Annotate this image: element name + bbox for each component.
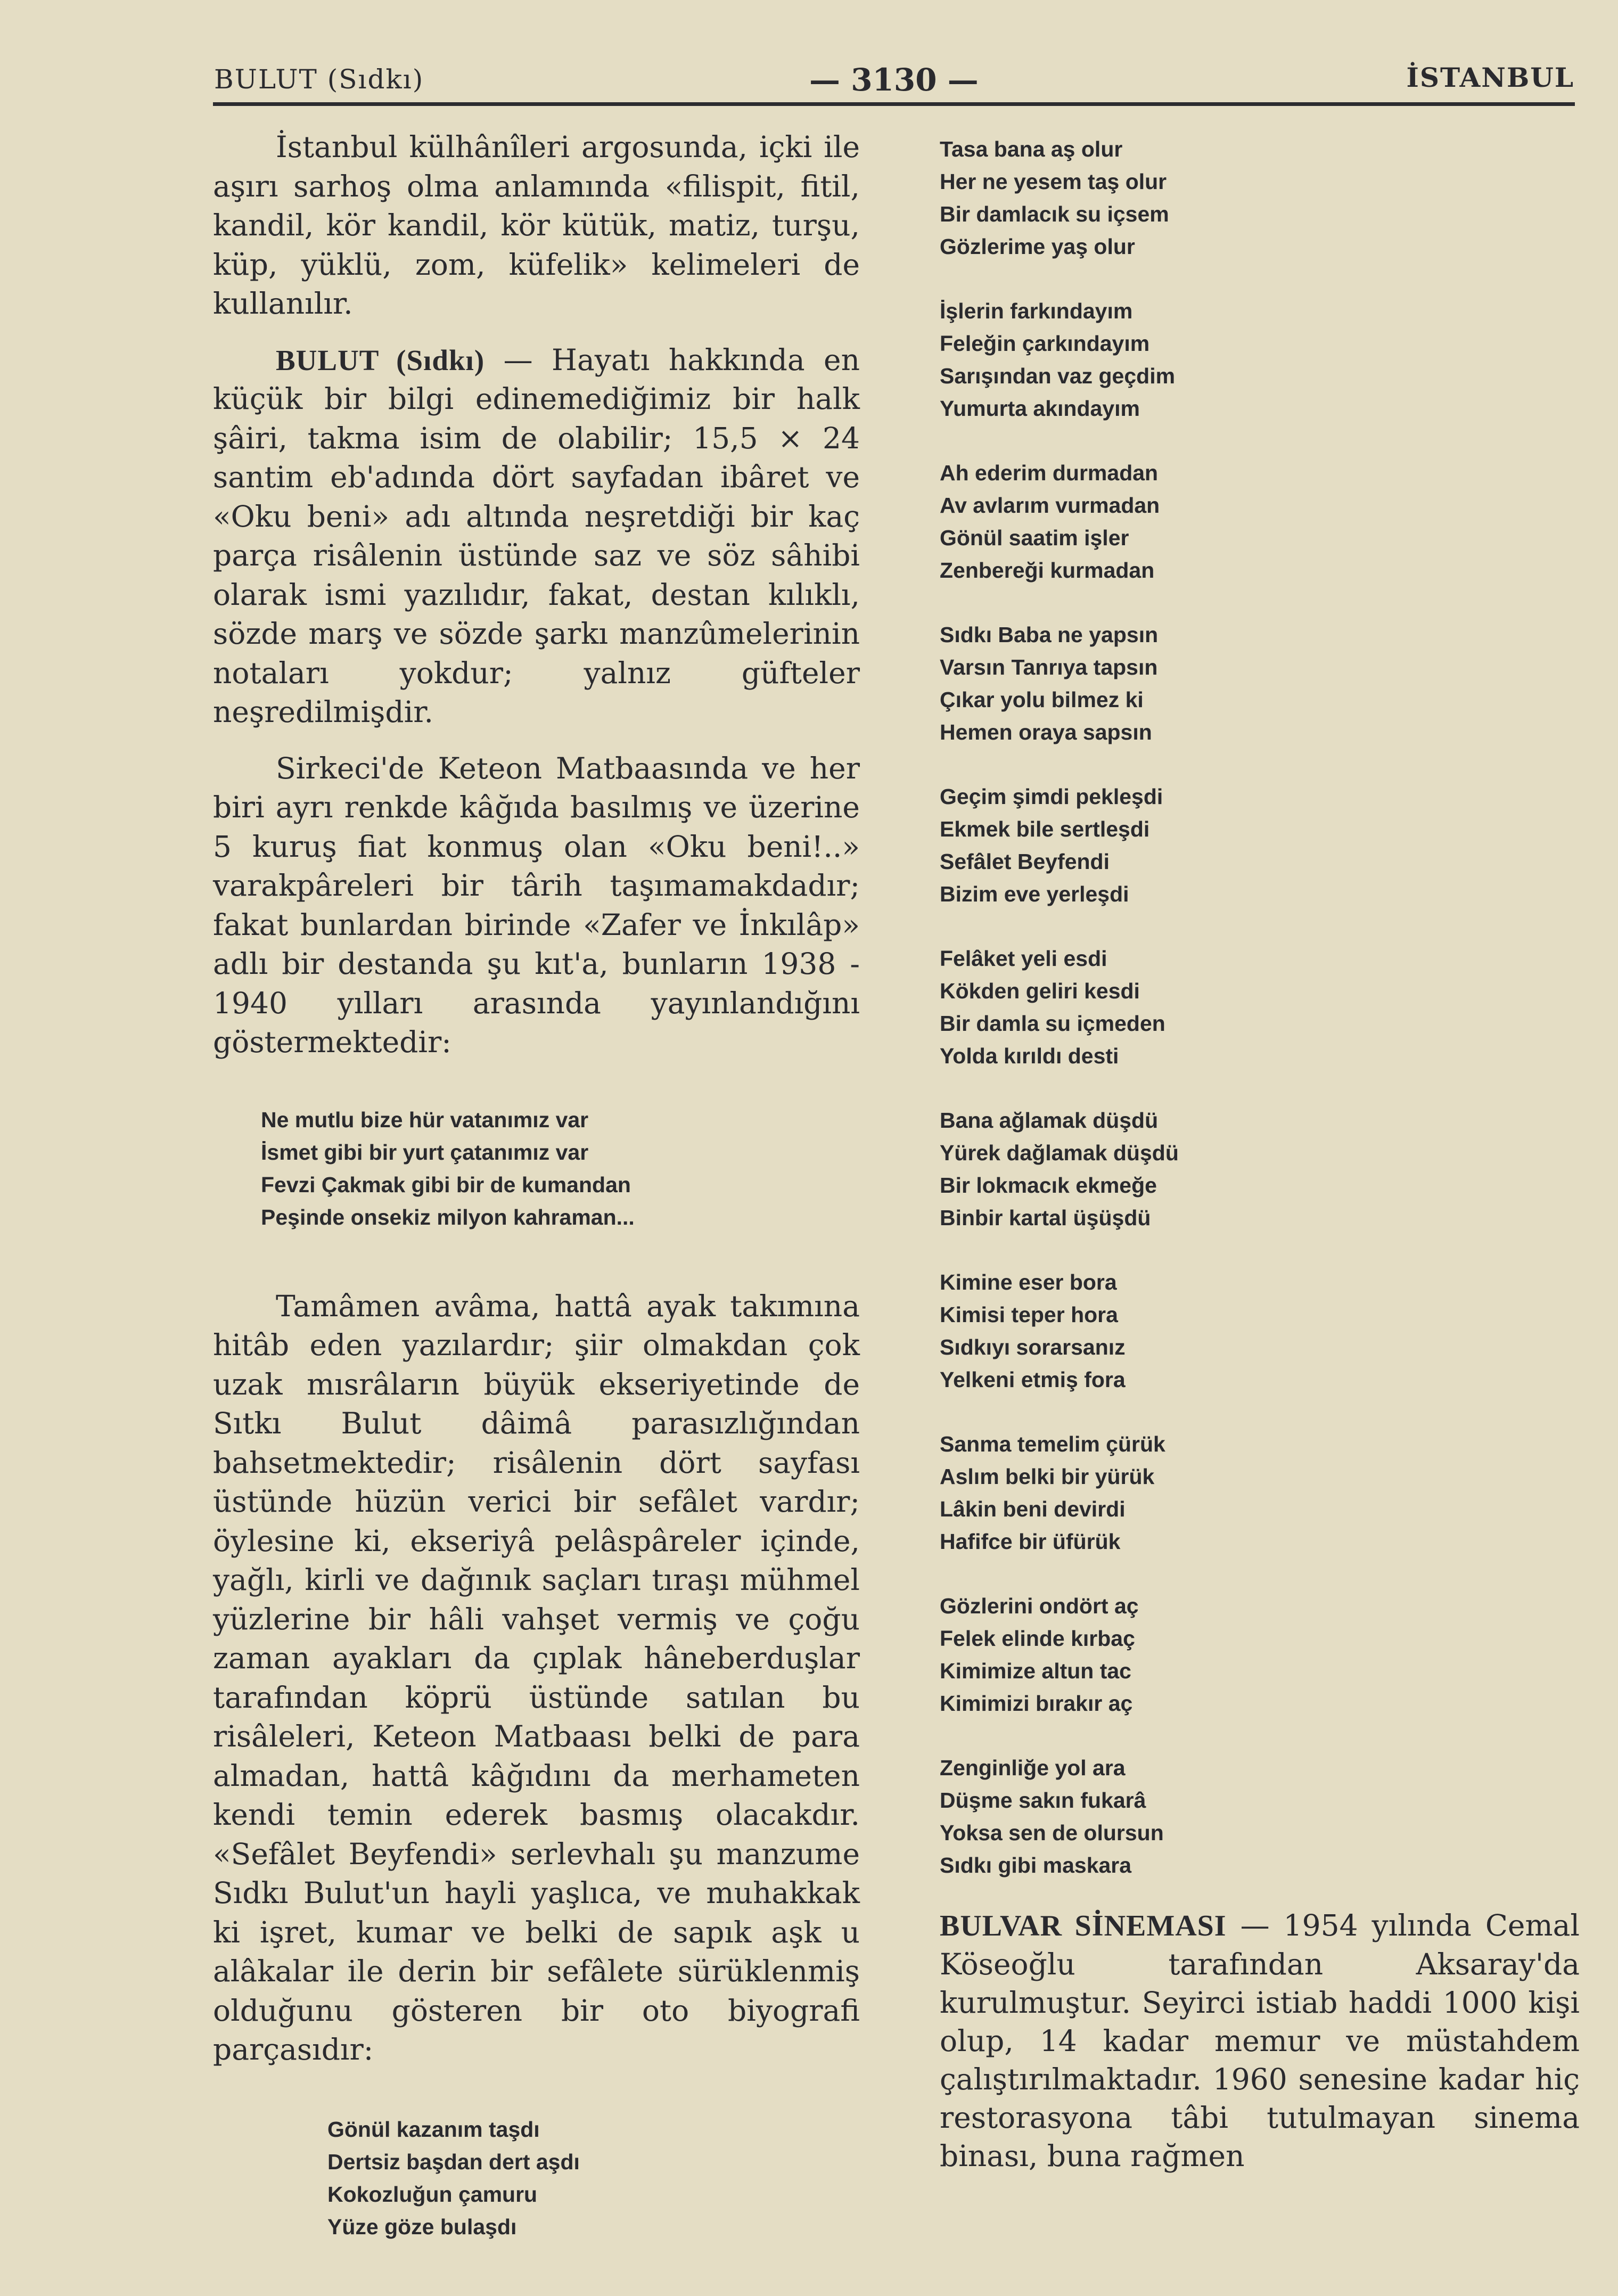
verse-line: Zenbereği kurmadan — [940, 558, 1155, 583]
verse-line: Ah ederim durmadan — [940, 461, 1159, 485]
page-header — [0, 59, 1618, 106]
verse-line: Düşme sakın fukarâ — [940, 1788, 1146, 1813]
verse-line: Her ne yesem taş olur — [940, 169, 1167, 194]
running-head-right: İSTANBUL — [1406, 62, 1574, 93]
verse-line: İşlerin farkındayım — [940, 299, 1133, 323]
verse-line: Hemen oraya sapsın — [940, 720, 1152, 744]
verse-line: Sanma temelim çürük — [940, 1432, 1165, 1456]
entry-heading-bulut-sidki: BULUT (Sıdkı) — [276, 343, 485, 376]
stanza — [940, 1266, 1584, 1396]
verse-line: Sefâlet Beyfendi — [940, 849, 1110, 874]
stanza — [940, 457, 1584, 587]
stanza — [940, 1590, 1584, 1720]
right-column-verses — [940, 133, 1584, 1882]
verse-line: Feleğin çarkındayım — [940, 331, 1150, 356]
verse-sefalet-beyfendi-opening — [327, 2113, 860, 2243]
header-rule — [213, 102, 1575, 106]
verse-line: Peşinde onsekiz milyon kahraman... — [261, 1204, 635, 1229]
entry-body-bulvar-sinemasi: — 1954 yılında Cemal Köseoğlu tarafından Aksaray'da kurulmuştur. Seyirci istiab haddi 1000 kişi olup, 14 kadar memur ve müstahdem çalıştırılmaktadır. 1960 senesine kadar hiç restorasyona tâbi tutulmayan sinema binası, buna rağmen — [940, 1908, 1580, 2173]
verse-line: Ne mutlu bize hür vatanımız var — [261, 1107, 589, 1132]
verse-line: Kimine eser bora — [940, 1270, 1117, 1294]
verse-line: Sarışından vaz geçdim — [940, 364, 1176, 388]
stanza — [940, 133, 1584, 263]
stanza — [940, 942, 1584, 1072]
verse-line: Tasa bana aş olur — [940, 137, 1123, 161]
verse-line: Ekmek bile sertleşdi — [940, 817, 1150, 841]
verse-line: Kokozluğun çamuru — [327, 2182, 538, 2207]
verse-line: Dertsiz başdan dert aşdı — [327, 2149, 580, 2174]
verse-line: Gönül kazanım taşdı — [327, 2117, 540, 2142]
stanza — [940, 295, 1584, 425]
verse-line: Fevzi Çakmak gibi bir de kumandan — [261, 1172, 631, 1197]
entry-bulvar-sinemasi — [940, 1906, 1580, 2175]
verse-line: Yumurta akındayım — [940, 396, 1140, 421]
stanza — [940, 1104, 1584, 1234]
entry-body-bulut-sidki: — Hayatı hakkında en küçük bir bilgi edinemediğimiz bir halk şâiri, takma isim de olabilir; 15,5 × 24 santim eb'adında dört sayfadan ibâret ve «Oku beni» adı altında neşretdiği bir kaç parça risâlenin üstünde saz ve söz sâhibi olarak ismi yazılıdır, fakat, destan kılıklı, sözde marş ve sözde şarkı manzûmelerinin notaları yokdur; yalnız güfteler neşredilmişdir. — [213, 342, 860, 729]
verse-line: Bana ağlamak düşdü — [940, 1108, 1159, 1133]
stanza — [940, 1752, 1584, 1882]
verse-line: Felâket yeli esdi — [940, 946, 1107, 971]
verse-line: Gözlerime yaş olur — [940, 234, 1135, 259]
verse-line: Yürek dağlamak düşdü — [940, 1141, 1179, 1165]
verse-line: İsmet gibi bir yurt çatanımız var — [261, 1139, 589, 1165]
verse-line: Yolda kırıldı desti — [940, 1044, 1119, 1068]
verse-line: Gönül saatim işler — [940, 526, 1129, 550]
running-head-left: BULUT (Sıdkı) — [214, 64, 424, 95]
left-column — [213, 128, 860, 2243]
verse-line: Yelkeni etmiş fora — [940, 1367, 1126, 1392]
verse-zafer-ve-inkilap — [261, 1104, 860, 1234]
verse-line: Felek elinde kırbaç — [940, 1626, 1135, 1651]
verse-line: Av avlarım vurmadan — [940, 493, 1160, 518]
paragraph-sirkeci: Sirkeci'de Keteon Matbaasında ve her biri ayrı renkde kâğıda basılmış ve üzerine 5 kuruş fiat konmuş olan «Oku beni!..» varakpâreleri bir târih taşımamakdadır; fakat bunlardan birinde «Zafer ve İnkılâp» adlı bir destanda şu kıt'a, bunların 1938 - 1940 yılları arasında yayınlandığını göstermektedir: — [213, 751, 860, 1059]
stanza — [940, 781, 1584, 911]
verse-line: Sıdkı gibi maskara — [940, 1853, 1132, 1877]
verse-line: Zenginliğe yol ara — [940, 1756, 1126, 1780]
verse-line: Binbir kartal üşüşdü — [940, 1206, 1151, 1230]
verse-line: Sıdkıyı sorarsanız — [940, 1335, 1126, 1359]
verse-line: Aslım belki bir yürük — [940, 1464, 1155, 1489]
verse-line: Sıdkı Baba ne yapsın — [940, 622, 1159, 647]
verse-line: Hafifce bir üfürük — [940, 1529, 1121, 1554]
verse-line: Yüze göze bulaşdı — [327, 2214, 517, 2239]
verse-line: Bir damlacık su içsem — [940, 202, 1169, 226]
paragraph-argot: İstanbul külhânîleri argosunda, içki ile aşırı sarhoş olma anlamında «filispit, fitil, kandil, kör kandil, kör kütük, matiz, turşu, küp, yüklü, zom, küfelik» kelimeleri de kullanılır. — [213, 130, 860, 321]
verse-line: Kimimizi bırakır aç — [940, 1691, 1133, 1716]
verse-line: Kimimize altun tac — [940, 1659, 1131, 1683]
verse-line: Çıkar yolu bilmez ki — [940, 687, 1144, 712]
verse-line: Gözlerini ondört aç — [940, 1594, 1139, 1618]
page-number: — 3130 — — [809, 62, 979, 98]
verse-line: Kökden geliri kesdi — [940, 979, 1140, 1003]
verse-line: Bir lokmacık ekmeğe — [940, 1173, 1157, 1198]
verse-line: Bir damla su içmeden — [940, 1011, 1165, 1036]
stanza — [940, 1428, 1584, 1558]
stanza — [940, 619, 1584, 749]
verse-line: Geçim şimdi pekleşdi — [940, 784, 1163, 809]
entry-heading-bulvar-sinemasi: BULVAR SİNEMASI — [940, 1909, 1227, 1942]
verse-line: Varsın Tanrıya tapsın — [940, 655, 1158, 679]
verse-line: Lâkin beni devirdi — [940, 1497, 1126, 1521]
verse-line: Yoksa sen de olursun — [940, 1821, 1164, 1845]
entry-bulut-sidki — [213, 341, 860, 732]
verse-line: Kimisi teper hora — [940, 1302, 1118, 1327]
paragraph-tamamen: Tamâmen avâma, hattâ ayak takımına hitâb eden yazılardır; şiir olmakdan çok uzak mısrâların büyük ekseriyetinde de Sıtkı Bulut dâimâ parasızlığından bahsetmektedir; risâlenin dört sayfası üstünde hüzün verici bir sefâlet vardır; öylesine ki, ekseriyâ pelâspâreler içinde, yağlı, kirli ve dağınık saçları tıraşı mühmel yüzlerine bir hâli vahşet vermiş ve çoğu zaman ayakları da çıplak hâneberduşlar tarafından köprü üstünde satılan bu risâleleri, Keteon Matbaası belki de para almadan, hattâ kâğıdını da merhameten kendi temin ederek basmış olacakdır. «Sefâlet Beyfendi» serlevhalı şu manzume Sıdkı Bulut'un hayli yaşlıca, ve muhakkak ki işret, kumar ve belki de sapık aşk u alâkalar ile derin bir sefâlete sürüklenmiş olduğunu gösteren bir oto biyografi parçasıdır: — [213, 1289, 860, 2067]
verse-line: Bizim eve yerleşdi — [940, 882, 1129, 906]
